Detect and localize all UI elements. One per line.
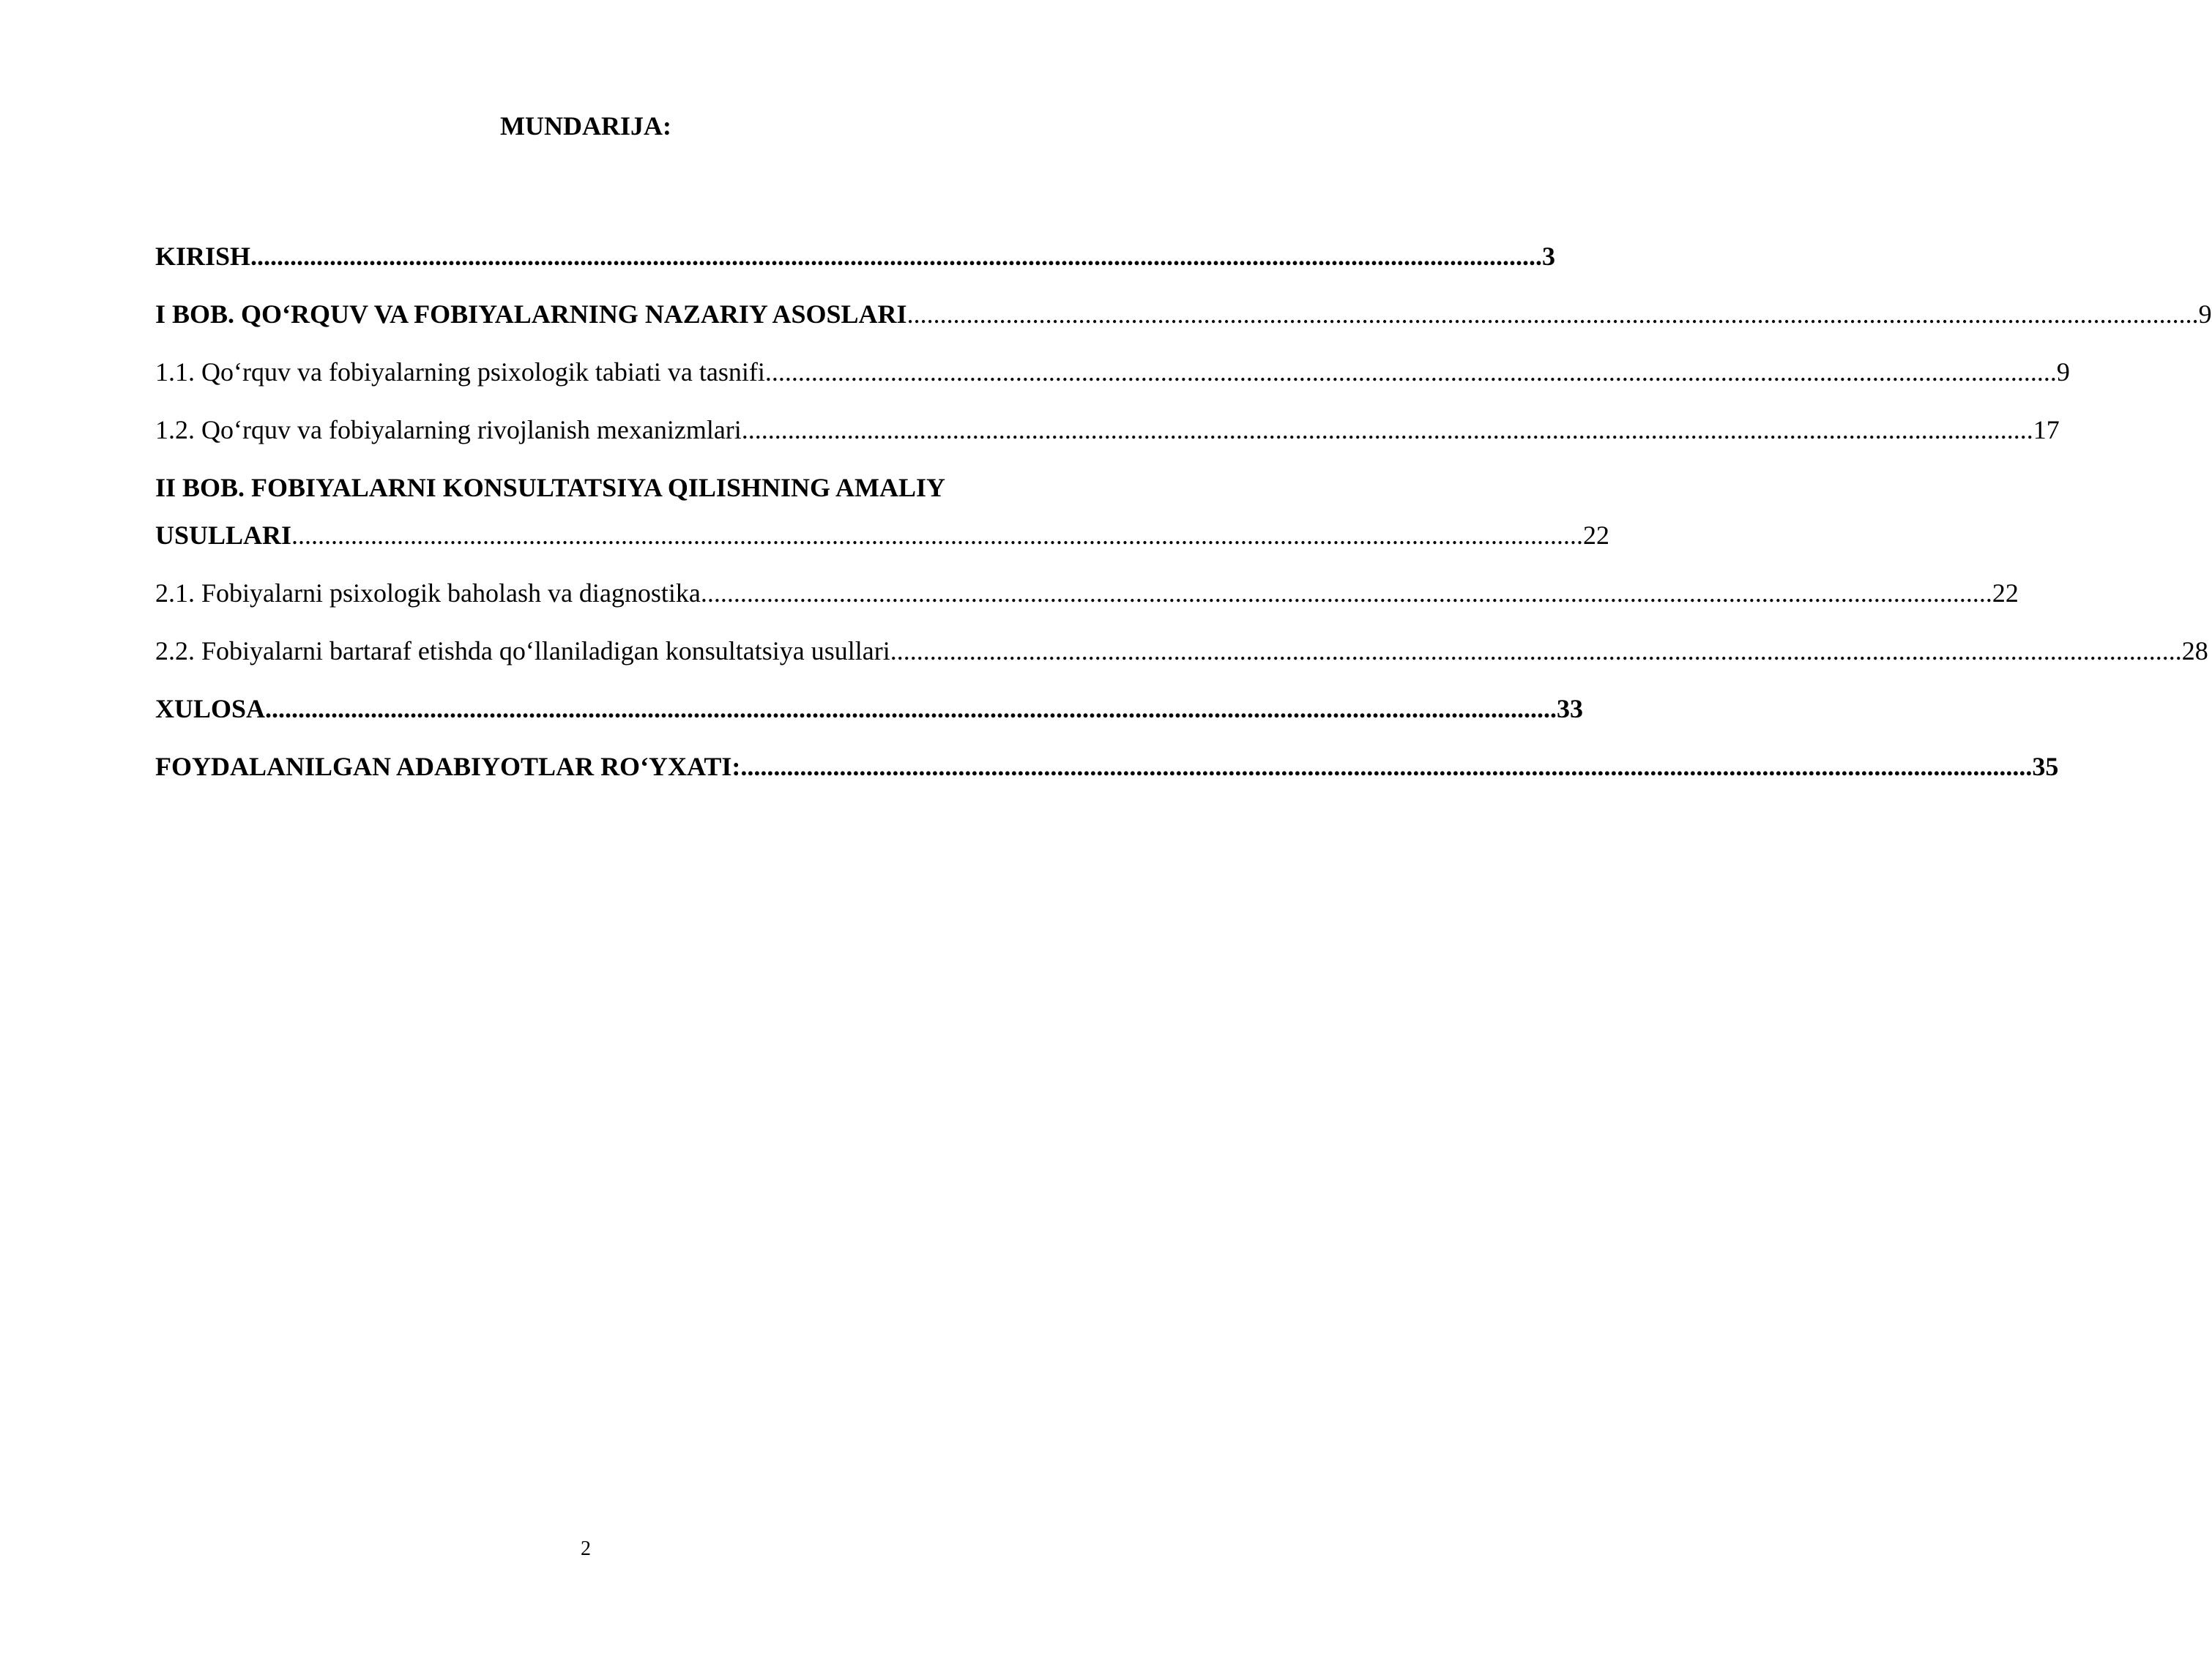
dot-leader: .................................................................................................................................................................................................... (740, 752, 2033, 781)
toc-entry-page: 9 (2198, 299, 2212, 329)
dot-leader: .................................................................................................................................................................................................... (291, 521, 1584, 550)
toc-entry-title: I BOB. QO‘RQUV VA FOBIYALARNING NAZARIY ASOSLARI (155, 299, 907, 329)
toc-entry-section-1-2[interactable] (155, 408, 2060, 466)
toc-entry-chapter-1[interactable] (155, 292, 2212, 350)
dot-leader: .................................................................................................................................................................................................... (906, 299, 2199, 329)
toc-entry-page: 22 (1992, 578, 2019, 608)
toc-entry-title-line-1: II BOB. FOBIYALARNI KONSULTATSIYA QILISHNING AMALIY (155, 473, 945, 502)
dot-leader: .................................................................................................................................................................................................... (265, 694, 1557, 723)
toc-entry-page: 9 (2056, 357, 2070, 387)
toc-entry-title: 1.2. Qo‘rquv va fobiyalarning rivojlanish mexanizmlari (155, 415, 742, 444)
toc-entry-page: 33 (1557, 694, 1584, 723)
toc-entry-page: 17 (2033, 415, 2060, 444)
dot-leader: .................................................................................................................................................................................................... (890, 636, 2182, 665)
toc-entry-title: 2.1. Fobiyalarni psixologik baholash va diagnostika (155, 578, 701, 608)
page-number: 2 (581, 1537, 591, 1560)
table-of-contents (155, 234, 2212, 802)
dot-leader: .................................................................................................................................................................................................... (741, 415, 2033, 444)
toc-entry-title: KIRISH (155, 242, 251, 271)
toc-entry-page: 3 (1542, 242, 1556, 271)
dot-leader: .................................................................................................................................................................................................... (250, 242, 1543, 271)
dot-leader: .................................................................................................................................................................................................... (764, 357, 2057, 387)
toc-entry-page: 28 (2181, 636, 2208, 665)
toc-entry-section-2-2[interactable] (155, 629, 2208, 687)
dot-leader: .................................................................................................................................................................................................... (700, 578, 1992, 608)
toc-entry-references[interactable] (155, 745, 2059, 802)
toc-entry-kirish[interactable] (155, 234, 1556, 292)
toc-entry-xulosa[interactable] (155, 687, 1584, 745)
toc-entry-title: USULLARI (155, 521, 292, 550)
toc-entry-title: 2.2. Fobiyalarni bartaraf etishda qo‘llaniladigan konsultatsiya usullari (155, 636, 890, 665)
toc-entry-title: FOYDALANILGAN ADABIYOTLAR RO‘YXATI: (155, 752, 741, 781)
toc-entry-page: 35 (2032, 752, 2059, 781)
page-title: MUNDARIJA: (500, 111, 671, 141)
toc-entry-page: 22 (1583, 521, 1610, 550)
toc-entry-section-2-1[interactable] (155, 571, 2019, 629)
toc-entry-title: XULOSA (155, 694, 266, 723)
toc-entry-section-1-1[interactable] (155, 350, 2070, 408)
toc-entry-chapter-2[interactable] (155, 466, 1610, 571)
toc-entry-title: 1.1. Qo‘rquv va fobiyalarning psixologik tabiati va tasnifi (155, 357, 765, 387)
